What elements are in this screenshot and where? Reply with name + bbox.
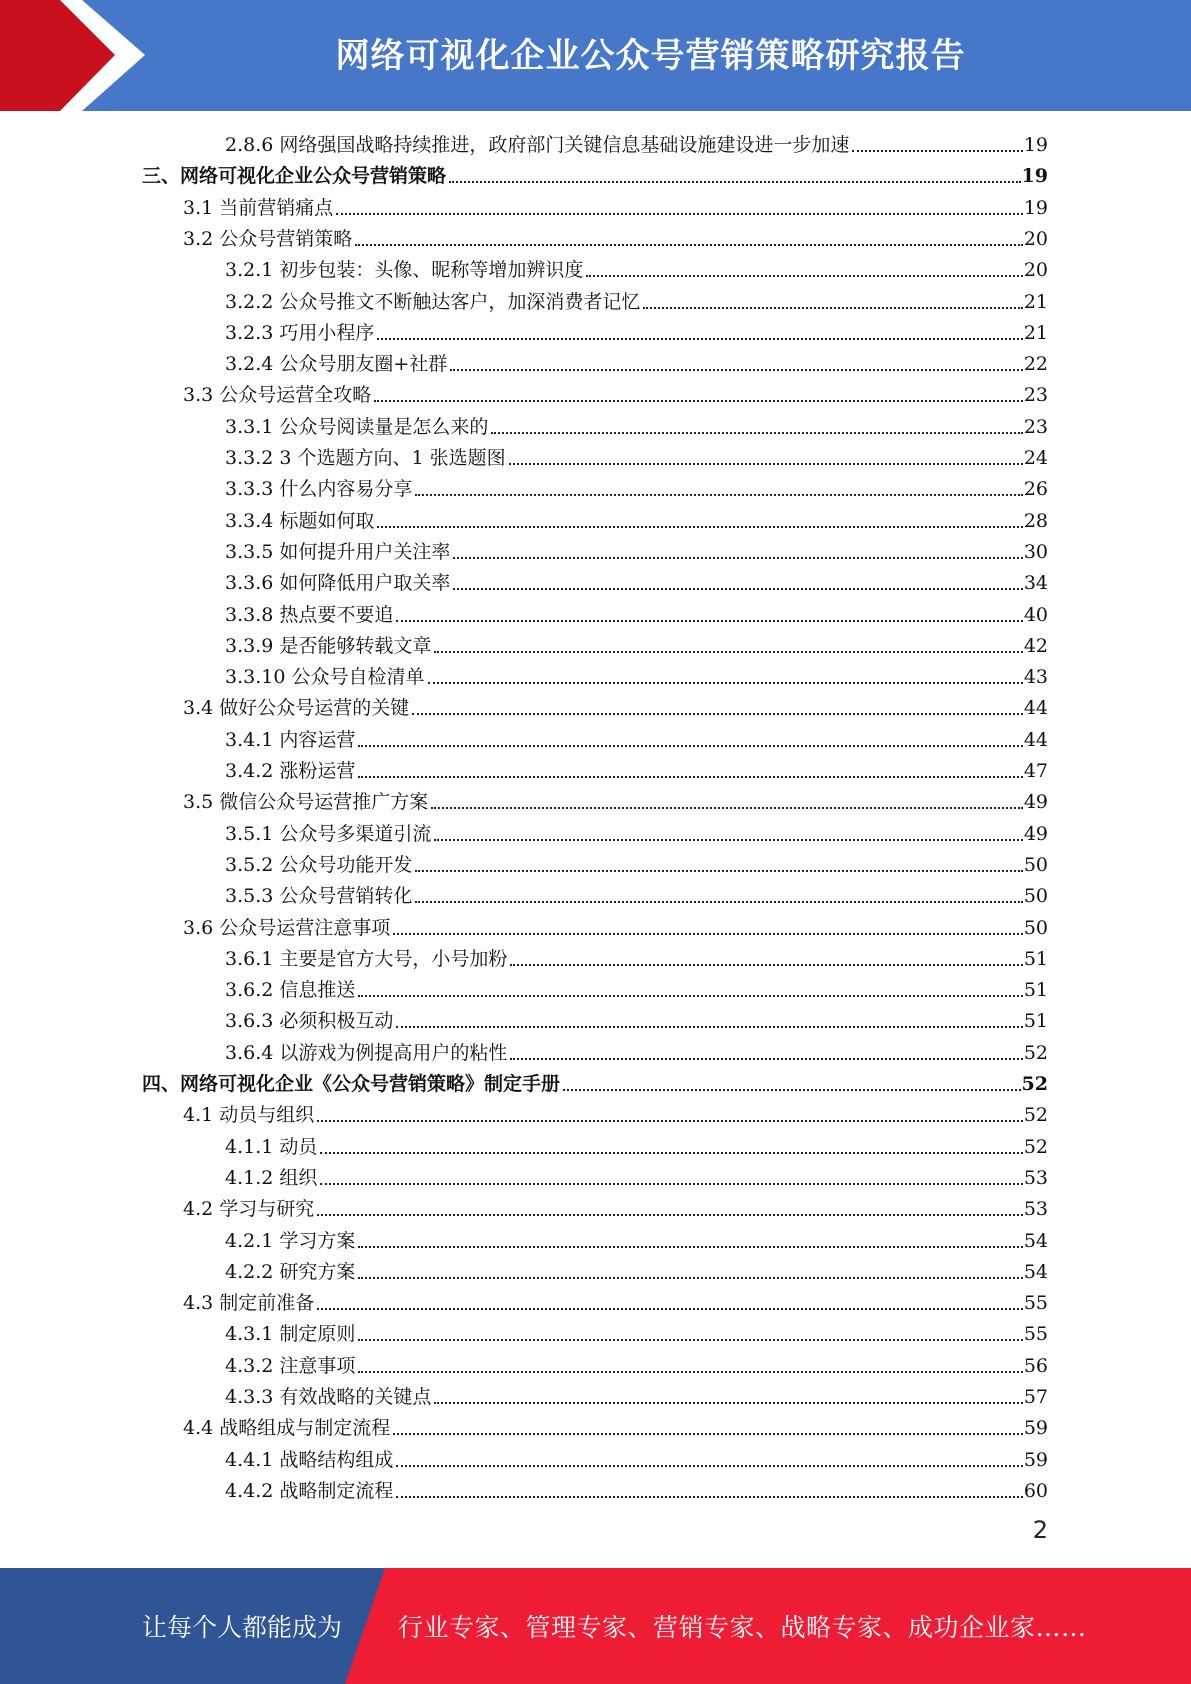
- toc-entry-title: 动员: [279, 1135, 318, 1158]
- toc-entry-number: 3.6.1: [225, 947, 280, 970]
- toc-entry-title: 战略组成与制定流程: [219, 1417, 391, 1440]
- toc-entry-page: 23: [1023, 384, 1048, 407]
- toc-entry-number: 4.4.2: [225, 1479, 280, 1502]
- toc-entry-title: 如何降低用户取关率: [279, 572, 451, 595]
- footer-slogan-right: 行业专家、管理专家、营销专家、战略专家、成功企业家……: [398, 1613, 1087, 1642]
- toc-entry[interactable]: [183, 783, 1048, 814]
- toc-entry-page: 53: [1023, 1198, 1048, 1221]
- toc-entry[interactable]: [225, 283, 1048, 314]
- toc-entry-page: 59: [1023, 1448, 1048, 1471]
- toc-entry-page: 54: [1023, 1229, 1048, 1252]
- toc-entry-number: 3.2.3: [225, 321, 280, 344]
- toc-dot-leader: [415, 493, 1022, 496]
- toc-entry[interactable]: [225, 251, 1048, 282]
- toc-entry[interactable]: [225, 877, 1048, 908]
- toc-entry[interactable]: [183, 220, 1048, 251]
- toc-entry-page: 60: [1023, 1479, 1048, 1502]
- toc-entry[interactable]: [225, 1002, 1048, 1033]
- toc-entry-title: 公众号营销策略: [219, 227, 353, 250]
- toc-dot-leader: [431, 806, 1023, 809]
- toc-entry[interactable]: [225, 1441, 1048, 1472]
- toc-entry[interactable]: [225, 1472, 1048, 1503]
- toc-entry-number: 4.1: [183, 1104, 220, 1127]
- toc-entry[interactable]: [225, 1315, 1048, 1346]
- toc-entry-title: 战略结构组成: [279, 1448, 394, 1471]
- toc-entry-number: 3.4.1: [225, 728, 280, 751]
- toc-entry-title: 组织: [279, 1166, 318, 1189]
- toc-entry[interactable]: [225, 564, 1048, 595]
- footer-slogan-left: 让每个人都能成为: [142, 1613, 343, 1642]
- toc-entry-title: 公众号自检清单: [291, 666, 425, 689]
- toc-entry-number: 3.2: [183, 227, 220, 250]
- toc-entry-page: 40: [1023, 603, 1048, 626]
- toc-entry-page: 20: [1023, 227, 1048, 250]
- toc-entry-title: 涨粉运营: [279, 760, 356, 782]
- toc-entry-number: 3.3.10: [225, 666, 292, 689]
- toc-entry-page: 23: [1023, 415, 1048, 438]
- toc-entry[interactable]: [225, 940, 1048, 971]
- toc-dot-leader: [336, 212, 1023, 215]
- toc-entry-title: 公众号营销转化: [279, 885, 413, 908]
- toc-entry-number: 3.3: [183, 384, 220, 407]
- toc-entry[interactable]: [225, 1378, 1048, 1409]
- toc-dot-leader: [317, 1213, 1023, 1216]
- toc-entry-title: 有效战略的关键点: [279, 1386, 432, 1408]
- toc-dot-leader: [852, 149, 1022, 152]
- toc-dot-leader: [453, 556, 1022, 559]
- toc-entry-page: 19: [1023, 134, 1048, 156]
- toc-dot-leader: [415, 869, 1022, 872]
- toc-dot-leader: [453, 587, 1022, 590]
- toc-entry-page: 50: [1023, 885, 1048, 908]
- toc-dot-leader: [449, 180, 1021, 183]
- toc-entry[interactable]: [225, 314, 1048, 345]
- toc-entry-page: 24: [1023, 447, 1048, 469]
- toc-entry-title: 做好公众号运营的关键: [219, 697, 410, 720]
- toc-dot-leader: [412, 712, 1023, 715]
- toc-entry-page: 42: [1023, 634, 1048, 657]
- toc-entry[interactable]: [225, 815, 1048, 846]
- toc-entry[interactable]: [225, 1222, 1048, 1253]
- toc-entry-number: 4.3.3: [225, 1386, 280, 1408]
- toc-dot-leader: [563, 1088, 1021, 1091]
- toc-entry[interactable]: [225, 439, 1048, 470]
- toc-entry-number: 3.6: [183, 916, 220, 939]
- toc-entry-page: 47: [1023, 760, 1048, 782]
- toc-dot-leader: [396, 1464, 1022, 1467]
- toc-entry-number: 4.4: [183, 1417, 220, 1440]
- toc-entry-title: 热点要不要追: [279, 603, 394, 626]
- toc-entry[interactable]: [225, 345, 1048, 376]
- toc-entry-page: 21: [1023, 321, 1048, 344]
- toc-entry-page: 54: [1023, 1260, 1048, 1283]
- toc-dot-leader: [317, 1307, 1023, 1310]
- toc-entry-page: 53: [1023, 1166, 1048, 1189]
- toc-entry-page: 55: [1023, 1292, 1048, 1315]
- toc-entry-title: 微信公众号运营推广方案: [219, 791, 429, 814]
- toc-entry-title: 标题如何取: [279, 509, 375, 532]
- toc-dot-leader: [450, 368, 1023, 371]
- toc-entry[interactable]: [225, 1347, 1048, 1378]
- toc-dot-leader: [358, 994, 1022, 997]
- toc-entry-page: 55: [1023, 1323, 1048, 1346]
- toc-dot-leader: [396, 1495, 1022, 1498]
- toc-dot-leader: [509, 462, 1023, 465]
- toc-dot-leader: [355, 243, 1023, 246]
- toc-entry-title: 什么内容易分享: [279, 478, 413, 501]
- toc-entry-number: 3.3.9: [225, 634, 280, 657]
- toc-entry-number: 3.3.6: [225, 572, 280, 595]
- toc-entry-page: 56: [1023, 1354, 1048, 1377]
- toc-entry-number: 3.2.4: [225, 353, 280, 376]
- page-footer: [0, 1568, 1191, 1684]
- toc-entry-title: 初步包装：头像、昵称等增加辨识度: [279, 259, 584, 282]
- toc-entry-title: 如何提升用户关注率: [279, 540, 451, 563]
- toc-entry[interactable]: [183, 1409, 1048, 1440]
- page-number: 2: [1032, 1516, 1048, 1544]
- toc-entry-number: 3.2.2: [225, 290, 280, 313]
- toc-entry-title: 战略制定流程: [279, 1479, 394, 1502]
- toc-entry-page: 30: [1023, 540, 1048, 563]
- toc-entry[interactable]: [183, 1096, 1048, 1127]
- toc-entry-title: 注意事项: [279, 1354, 356, 1377]
- toc-entry-number: 4.2: [183, 1198, 220, 1221]
- toc-entry[interactable]: [225, 1159, 1048, 1190]
- toc-entry[interactable]: [183, 1284, 1048, 1315]
- page-header: [0, 0, 1191, 111]
- toc-entry[interactable]: [225, 846, 1048, 877]
- toc-dot-leader: [358, 1276, 1022, 1279]
- toc-dot-leader: [377, 525, 1022, 528]
- toc-entry-title: 四、网络可视化企业《公众号营销策略》制定手册: [142, 1073, 561, 1095]
- toc-entry-page: 49: [1023, 791, 1048, 814]
- toc-entry-title: 以游戏为例提高用户的粘性: [279, 1041, 508, 1064]
- toc-entry-page: 51: [1023, 947, 1048, 970]
- toc-entry[interactable]: [225, 971, 1048, 1002]
- toc-entry-number: 3.3.3: [225, 478, 280, 501]
- toc-entry-title: 必须积极互动: [279, 1010, 394, 1033]
- report-title: 网络可视化企业公众号营销策略研究报告: [335, 35, 966, 76]
- toc-entry-number: 3.3.5: [225, 540, 280, 563]
- toc-entry[interactable]: [225, 533, 1048, 564]
- toc-entry-page: 19: [1021, 165, 1048, 188]
- toc-dot-leader: [510, 963, 1022, 966]
- toc-entry[interactable]: [225, 752, 1048, 783]
- toc-dot-leader: [434, 838, 1022, 841]
- toc-dot-leader: [358, 744, 1022, 747]
- toc-entry-title: 三、网络可视化企业公众号营销策略: [142, 165, 447, 188]
- toc-entry-page: 44: [1023, 697, 1048, 720]
- toc-entry-page: 44: [1023, 728, 1048, 751]
- toc-entry[interactable]: [183, 689, 1048, 720]
- toc-entry-page: 52: [1023, 1041, 1048, 1064]
- toc-dot-leader: [377, 337, 1022, 340]
- toc-entry-number: 3.3.8: [225, 603, 280, 626]
- toc-entry-title: 主要是官方大号，小号加粉: [279, 947, 508, 970]
- toc-entry-number: 3.6.4: [225, 1041, 280, 1064]
- toc-entry[interactable]: [183, 909, 1048, 940]
- toc-entry-title: 公众号多渠道引流: [279, 822, 432, 845]
- toc-entry[interactable]: [225, 502, 1048, 533]
- toc-entry-title: 学习与研究: [219, 1198, 315, 1221]
- toc-dot-leader: [393, 932, 1023, 935]
- toc-entry-number: 4.1.1: [225, 1135, 280, 1158]
- toc-entry-page: 49: [1023, 822, 1048, 845]
- toc-entry-page: 50: [1023, 916, 1048, 939]
- toc-entry[interactable]: [142, 157, 1048, 188]
- toc-entry-title: 公众号运营注意事项: [219, 916, 391, 939]
- toc-entry[interactable]: [225, 658, 1048, 689]
- toc-entry-page: 52: [1023, 1135, 1048, 1158]
- toc-entry-number: 3.5.1: [225, 822, 280, 845]
- toc-entry-title: 公众号运营全攻略: [219, 384, 372, 407]
- toc-entry-page: 26: [1023, 478, 1048, 501]
- toc-entry-number: 4.3.1: [225, 1323, 280, 1346]
- toc-entry[interactable]: [225, 721, 1048, 752]
- toc-dot-leader: [358, 1338, 1022, 1341]
- toc-entry[interactable]: [225, 1253, 1048, 1284]
- toc-dot-leader: [491, 431, 1022, 434]
- toc-entry-number: 4.2.2: [225, 1260, 280, 1283]
- toc-entry-number: 3.5.3: [225, 885, 280, 908]
- toc-entry[interactable]: [183, 1190, 1048, 1221]
- toc-entry-page: 43: [1023, 666, 1048, 689]
- toc-entry-number: 3.4: [183, 697, 220, 720]
- toc-dot-leader: [358, 775, 1022, 778]
- toc-entry[interactable]: [183, 189, 1048, 220]
- toc-entry-title: 网络强国战略持续推进，政府部门关键信息基础设施建设进一步加速: [279, 134, 850, 156]
- toc-dot-leader: [396, 1025, 1022, 1028]
- toc-entry-page: 51: [1023, 979, 1048, 1002]
- toc-entry[interactable]: [225, 1034, 1048, 1065]
- toc-entry-page: 57: [1023, 1386, 1048, 1408]
- toc-dot-leader: [434, 650, 1022, 653]
- toc-entry-title: 学习方案: [279, 1229, 356, 1252]
- toc-dot-leader: [320, 1151, 1022, 1154]
- toc-dot-leader: [434, 1401, 1022, 1404]
- toc-entry-title: 制定原则: [279, 1323, 356, 1346]
- toc-entry-number: 4.4.1: [225, 1448, 280, 1471]
- toc-entry-title: 公众号功能开发: [279, 853, 413, 876]
- toc-entry-title: 研究方案: [279, 1260, 356, 1283]
- toc-entry-page: 21: [1023, 290, 1048, 313]
- toc-entry-title: 制定前准备: [219, 1292, 315, 1315]
- toc-entry-number: 4.2.1: [225, 1229, 280, 1252]
- toc-entry-page: 51: [1023, 1010, 1048, 1033]
- toc-entry-page: 50: [1023, 853, 1048, 876]
- toc-entry-number: 4.1.2: [225, 1166, 280, 1189]
- toc-entry-number: 4.3.2: [225, 1354, 280, 1377]
- toc-entry-number: 3.3.2: [225, 447, 280, 469]
- toc-entry[interactable]: [225, 627, 1048, 658]
- toc-entry-page: 52: [1021, 1073, 1048, 1095]
- toc-entry-title: 巧用小程序: [279, 321, 375, 344]
- toc-entry-number: 3.6.3: [225, 1010, 280, 1033]
- toc-dot-leader: [358, 1370, 1022, 1373]
- toc-dot-leader: [393, 1432, 1023, 1435]
- toc-entry[interactable]: [225, 596, 1048, 627]
- toc-entry-title: 3 个选题方向、1 张选题图: [279, 447, 506, 469]
- toc-dot-leader: [320, 1182, 1022, 1185]
- toc-dot-leader: [643, 306, 1022, 309]
- toc-dot-leader: [428, 681, 1023, 684]
- toc-entry-number: 3.5: [183, 791, 220, 814]
- toc-entry-number: 3.1: [183, 196, 220, 219]
- toc-entry-title: 内容运营: [279, 728, 356, 751]
- toc-entry-number: 3.3.4: [225, 509, 280, 532]
- toc-dot-leader: [510, 1057, 1022, 1060]
- toc-entry-title: 当前营销痛点: [219, 196, 334, 219]
- toc-entry[interactable]: [142, 1065, 1048, 1096]
- toc-entry-page: 22: [1023, 353, 1048, 376]
- toc-entry[interactable]: [225, 1128, 1048, 1159]
- toc-entry[interactable]: [225, 470, 1048, 501]
- toc-entry-page: 52: [1023, 1104, 1048, 1127]
- toc-entry[interactable]: [225, 408, 1048, 439]
- header-chevron-decoration: [0, 0, 160, 111]
- toc-entry-number: 3.3.1: [225, 415, 280, 438]
- toc-entry-title: 公众号阅读量是怎么来的: [279, 415, 489, 438]
- toc-entry-number: 3.4.2: [225, 760, 280, 782]
- toc-entry-title: 动员与组织: [219, 1104, 315, 1127]
- toc-entry-page: 34: [1023, 572, 1048, 595]
- toc-entry-page: 19: [1023, 196, 1048, 219]
- toc-dot-leader: [415, 900, 1022, 903]
- toc-entry-title: 是否能够转载文章: [279, 634, 432, 657]
- toc-entry-title: 公众号朋友圈+社群: [279, 353, 448, 376]
- toc-dot-leader: [358, 1245, 1022, 1248]
- toc-entry-number: 3.5.2: [225, 853, 280, 876]
- toc-entry[interactable]: [225, 126, 1048, 157]
- toc-dot-leader: [586, 274, 1022, 277]
- toc-entry-title: 公众号推文不断触达客户，加深消费者记忆: [279, 290, 641, 313]
- toc-entry-page: 59: [1023, 1417, 1048, 1440]
- toc-entry-number: 2.8.6: [225, 134, 280, 156]
- toc-dot-leader: [396, 619, 1022, 622]
- toc-entry-page: 20: [1023, 259, 1048, 282]
- toc-dot-leader: [317, 1119, 1023, 1122]
- toc-entry-page: 28: [1023, 509, 1048, 532]
- toc-entry-number: 3.6.2: [225, 979, 280, 1002]
- toc-entry-number: 4.3: [183, 1292, 220, 1315]
- toc-entry[interactable]: [183, 376, 1048, 407]
- toc-entry-title: 信息推送: [279, 979, 356, 1002]
- toc-dot-leader: [374, 399, 1023, 402]
- toc-entry-number: 3.2.1: [225, 259, 280, 282]
